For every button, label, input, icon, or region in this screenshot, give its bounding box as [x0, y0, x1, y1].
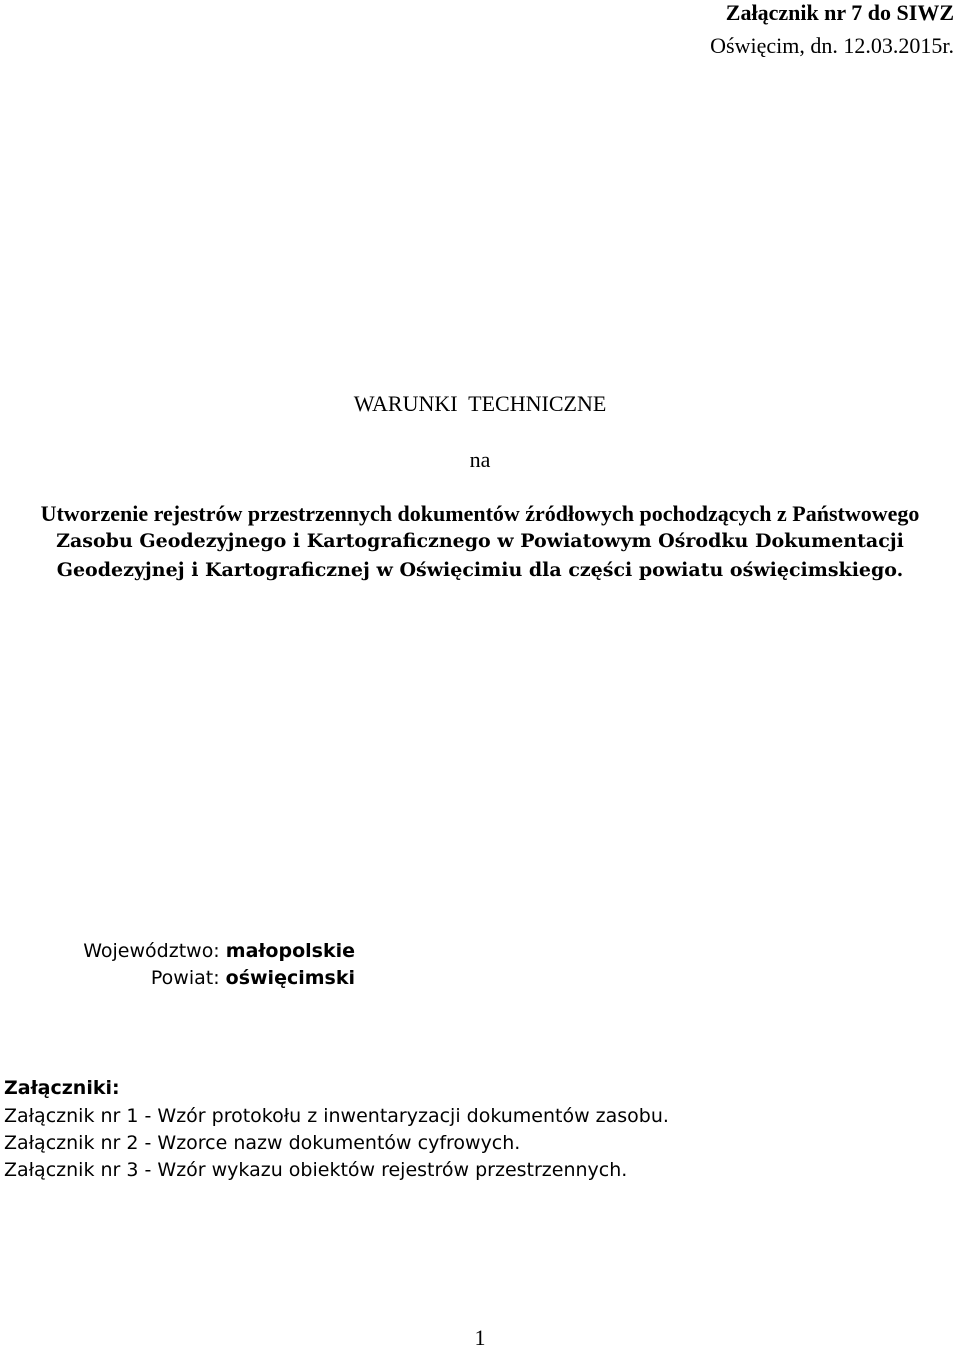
attachment-label: Załącznik nr 7 do SIWZ	[725, 0, 954, 25]
title-connector: na	[469, 447, 491, 472]
subject-line-3: Geodezyjnej i Kartograficznej w Oświęcimiu dla części powiatu oświęcimskiego.	[56, 559, 904, 581]
document-title: WARUNKI TECHNICZNE	[353, 391, 607, 416]
page-number: 1	[474, 1325, 486, 1350]
county-value: oświęcimski	[225, 967, 355, 989]
voivodeship-line	[83, 940, 355, 962]
attachment-item-2: Załącznik nr 2 - Wzorce nazw dokumentów cyfrowych.	[4, 1132, 521, 1154]
subject-line-1: Utworzenie rejestrów przestrzennych dokumentów źródłowych pochodzących z Państwowego	[40, 501, 920, 526]
county-label: Powiat:	[150, 967, 220, 989]
place-date: Oświęcim, dn. 12.03.2015r.	[710, 33, 954, 58]
county-line	[151, 967, 355, 989]
voivodeship-label: Województwo:	[83, 940, 220, 962]
attachment-item-1: Załącznik nr 1 - Wzór protokołu z inwentaryzacji dokumentów zasobu.	[4, 1105, 669, 1127]
attachment-item-3: Załącznik nr 3 - Wzór wykazu obiektów rejestrów przestrzennych.	[4, 1159, 628, 1181]
subject-line-2: Zasobu Geodezyjnego i Kartograficznego w Powiatowym Ośrodku Dokumentacji	[56, 530, 904, 552]
attachments-heading: Załączniki:	[4, 1077, 120, 1099]
voivodeship-value: małopolskie	[225, 940, 355, 962]
